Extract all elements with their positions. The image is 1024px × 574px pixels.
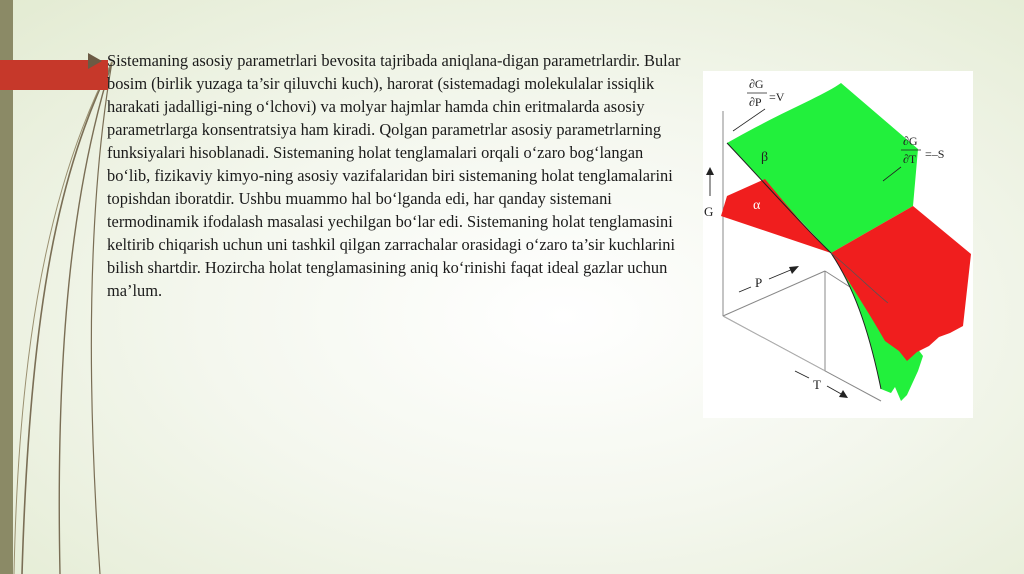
gibbs-energy-figure [703, 71, 973, 418]
deriv-t-denominator: ∂T [903, 152, 917, 166]
deriv-t-rhs: =–S [925, 147, 945, 161]
t-axis-label: T [813, 377, 821, 392]
p-axis-line [723, 271, 825, 316]
body-paragraph: Sistemaning asosiy parametrlari bevosita tajribada aniqlana-digan parametrlardir. Bular bosim (birlik yuzaga ta’sir qiluvchi kuch), harorat (sistemadagi molekulalar issiqlik harakati jadalligi-ning o‘lchovi) va molyar hajmlar hamda chin eritmalarda asosiy parametrlarga konsentratsiya ham kiradi. Qolgan parametrlar asosiy parametrlarning funksiyalari hisoblanadi. Sistemaning holat tenglamalari orqali o‘zaro bog‘langan bo‘lib, fizikaviy kimyo-ning asosiy vazifalaridan biri sistemaning holat tenglamalarini topishdan iboratdir. Ushbu muammo hal bo‘lganda edi, har qanday sistemani termodinamik ifodalash masalasi yechilgan bo‘lar edi. Sistemaning holat tenglamasini keltirib chiqarish uchun uni tashkil qilgan zarrachalar orasidagi o‘zaro ta’sir kuchlarini bilish shartdir. Hozircha holat tenglamasining aniq ko‘rinishi faqat ideal gazlar uchun ma’lum. [107, 51, 681, 300]
p-axis-dash [739, 287, 751, 292]
p-axis-arrow-shaft [769, 269, 793, 279]
beta-phase-label: β [761, 150, 769, 165]
t-axis-arrow-shaft [827, 386, 843, 395]
p-axis-label: P [755, 275, 763, 290]
deriv-p-rhs: =V [769, 90, 785, 104]
g-arrow-icon [706, 167, 714, 175]
deriv-p-denominator: ∂P [749, 95, 762, 109]
deriv-t-numerator: ∂G [903, 134, 918, 148]
bullet-arrow-icon [88, 53, 102, 69]
g-axis-label: G [704, 204, 714, 219]
t-axis-dash [795, 371, 809, 378]
deriv-p-numerator: ∂G [749, 77, 764, 91]
p-arrow-icon [789, 266, 799, 274]
gibbs-surface-diagram [703, 71, 973, 418]
projection-line-b [723, 316, 825, 371]
alpha-phase-label: α [753, 198, 761, 213]
